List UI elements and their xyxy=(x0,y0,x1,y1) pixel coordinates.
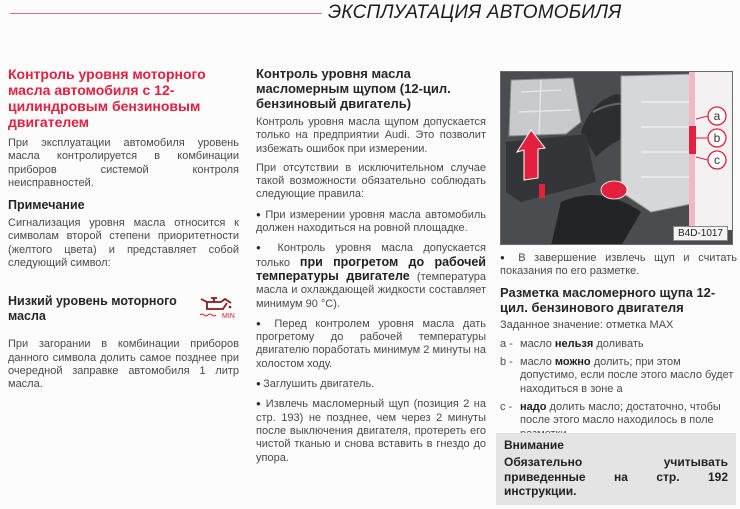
rule-bullet-2-pre: Контроль уровня масла допускается только xyxy=(256,242,486,269)
rule-bullet-3-text: Перед контролем уровня масла дать прогретому до рабочей температуры двигателю поработать минимум 2 минуты на холостом ходу. xyxy=(256,317,486,370)
low-oil-header xyxy=(8,294,239,324)
legend-key: a - xyxy=(500,337,513,350)
note-paragraph: Сигнализация уровня масла относится к символам второй степени приоритетности (желтого цвета) и представляет собой следующий символ: xyxy=(8,217,239,270)
final-step-text: В завершение извлечь щуп и считать показания по его разметке. xyxy=(500,252,738,278)
warning-text: Обязательно учитывать приведенные на стр. 192 инструкции. xyxy=(504,455,728,498)
legend-text: масло можно долить; при этом допустимо, если после этого масло будет находиться в зоне а xyxy=(520,356,734,395)
rule-bullet-2-post: (температура масла и охлаждающей жидкости составляет минимум 90 °С). xyxy=(256,270,487,310)
dipstick-paragraph-2: При отсутствии в исключительном случае такой возможности обязательно соблюдать следующие правила: xyxy=(256,161,486,201)
legend-text: масло нельзя доливать xyxy=(520,337,644,350)
target-value: Заданное значение: отметка МАХ xyxy=(500,318,674,331)
rule-bullet-4 xyxy=(256,377,486,391)
low-oil-heading: Низкий уровень моторного масла xyxy=(8,294,177,324)
dipstick-paragraph-1: Контроль уровня масла щупом допускается только на предприятии Audi. Это позволит избежать ошибок при измерении. xyxy=(256,116,486,155)
legend-text: надо долить масло; достаточно, чтобы после этого масло находилось в поле xyxy=(520,401,721,427)
callout-a: a xyxy=(713,109,721,123)
legend-item-b xyxy=(500,356,737,396)
intro-paragraph: При эксплуатации автомобиля уровень масла контролируется в комбинации приборов системой контроля неисправностей. xyxy=(8,137,239,189)
callout-b: b xyxy=(713,131,721,145)
rule-bullet-1-text: При измерении уровня масла автомобиль должен находиться на ровной площадке. xyxy=(256,208,486,235)
markings-heading: Разметка масломерного щупа 12-цил. бензинового двигателя xyxy=(500,284,716,315)
column-2 xyxy=(256,66,486,471)
legend-key: c - xyxy=(500,401,513,414)
oil-can-min-icon xyxy=(197,294,237,320)
column-1 xyxy=(8,66,239,398)
legend-key: b - xyxy=(500,356,513,369)
rule-bullet-4-text: Заглушить двигатель. xyxy=(263,378,375,391)
main-heading: Контроль уровня моторного масла автомобиля с 12-цилиндровым бензиновым двигателем xyxy=(8,66,206,130)
rule-bullet-3 xyxy=(256,317,486,371)
column-3 xyxy=(500,71,737,446)
min-label: MIN xyxy=(222,313,235,321)
engine-illustration xyxy=(501,72,733,245)
rule-bullet-2-bold: при прогретом до рабочей температуры двигателе xyxy=(256,254,486,283)
rule-bullet-5-text: Извлечь масломерный щуп (позиция 2 на стр. 193) не позднее, чем через 2 минуты после выключения двигателя, протереть его чистой тканью и снова вставить в гнездо до упора. xyxy=(256,398,486,464)
note-heading: Примечание xyxy=(8,198,85,213)
final-step-bullet xyxy=(500,251,737,279)
rule-bullet-2 xyxy=(256,241,486,310)
figure-code: B4D-1017 xyxy=(673,226,728,241)
callout-c: c xyxy=(714,153,720,167)
warning-title: Внимание xyxy=(504,438,564,452)
section-title: ЭКСПЛУАТАЦИЯ АВТОМОБИЛЯ xyxy=(328,2,622,23)
rule-bullet-1 xyxy=(256,208,486,236)
low-oil-paragraph: При загорании в комбинации приборов данного символа долить самое позднее при очередной заправке автомобиля 1 литр масла. xyxy=(8,338,239,391)
warning-box xyxy=(496,433,736,505)
header-rule xyxy=(10,13,322,14)
legend-item-a xyxy=(500,338,737,351)
rule-bullet-5 xyxy=(256,397,486,464)
engine-bay-figure xyxy=(500,71,733,245)
dipstick-heading: Контроль уровня масла масломерным щупом (12-цил. бензиновый двигатель) xyxy=(256,66,451,111)
